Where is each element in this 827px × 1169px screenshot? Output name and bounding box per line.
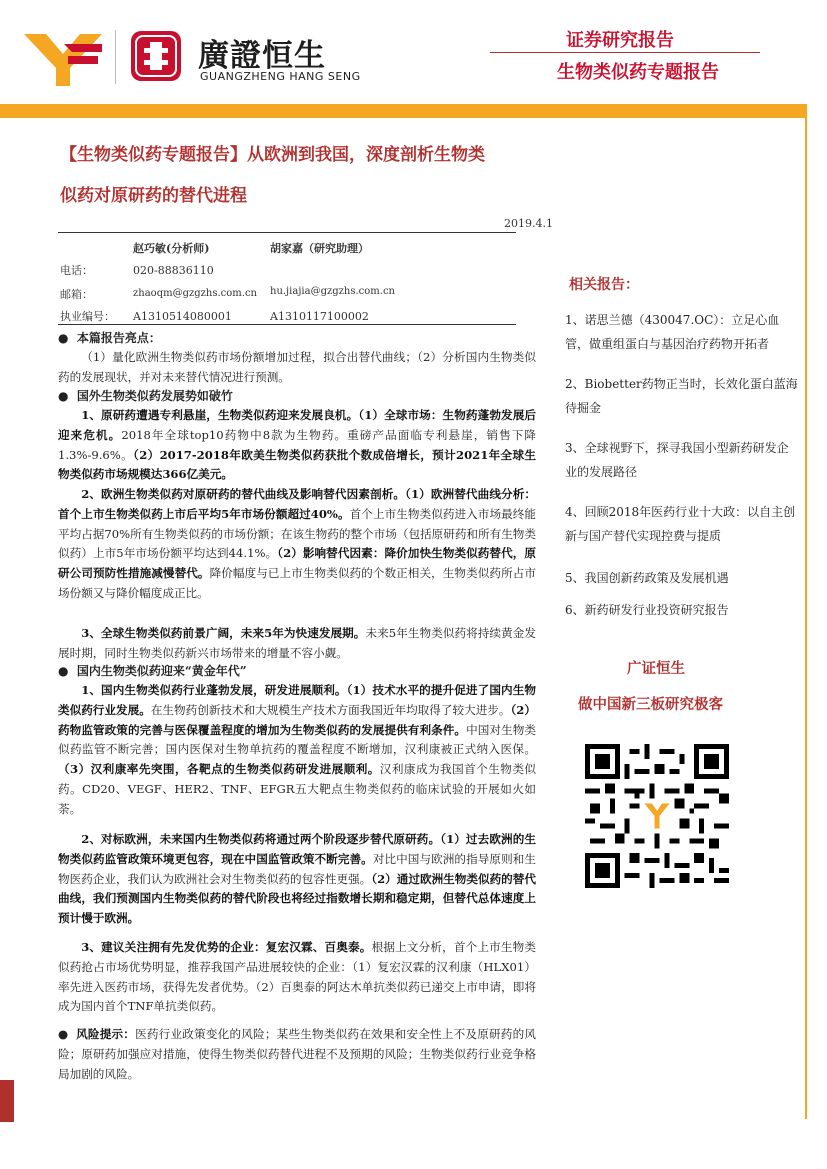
related-report-6[interactable]: 6、新药研发行业投资研究报告	[565, 603, 729, 617]
section-foreign: ● 国外生物类似药发展势如破竹	[58, 389, 233, 403]
qr-code-icon[interactable]	[585, 744, 729, 888]
para-foreign-3: 3、全球生物类似药前景广阔，未来5年为快速发展期。未来5年生物类似药将持续黄金发展时期，同时生物类似药新兴市场带来的增量不容小觑。	[58, 626, 536, 660]
para-domestic-2: 2、对标欧洲，未来国内生物类似药将通过两个阶段逐步替代原研药。（1）过去欧洲的生物类似药监管政策环境更包容，现在中国监管政策不断完善。对比中国与欧洲的指导原则和生物医药企业，我们认为欧洲社会对生物类似药的包容性更强。（2）通过欧洲生物类似药的替代曲线，我们预测国内生物类似药的替代阶段也将经过指数增长期和稳定期，但替代总体速度上预计慢于欧洲。	[58, 832, 536, 926]
brand-name-en: GUANGZHENG HANG SENG	[200, 70, 361, 83]
related-report-1[interactable]: 1、诺思兰德（430047.OC）：立足心血管，做重组蛋白与基因治疗药物开拓者	[565, 313, 780, 351]
footer-left-band	[0, 1080, 14, 1122]
email-label: 邮箱：	[60, 288, 93, 301]
related-report-5[interactable]: 5、我国创新药政策及发展机遇	[565, 571, 729, 585]
para-domestic-3: 3、建议关注拥有先发优势的企业：复宏汉霖、百奥泰。根据上文分析，首个上市生物类似药抢占市场优势明显，推荐我国产品进展较快的企业：（1）复宏汉霖的汉利康（HLX01）率先进入医药市场，获得先发者优势。（2）百奥泰的阿达木单抗类似药已递交上市申请，即将成为国内首个TNF单抗类似药。	[58, 940, 536, 1014]
related-report-2[interactable]: 2、Biobetter药物正当时，长效化蛋白蓝海待掘金	[565, 377, 798, 415]
motto-line2: 做中国新三板研究极客	[578, 696, 723, 713]
para-foreign-2: 2、欧洲生物类似药对原研药的替代曲线及影响替代因素剖析。（1）欧洲替代曲线分析：首个上市生物类似药上市后平均5年市场份额超过40%。首个上市生物类似药进入市场最终能平均占据70%所有生物类似药的市场份额；在该生物药的整个市场（包括原研药和所有生物类似药）上市5年市场份额平均达到44.1%。（2）影响替代因素：降价加快生物类似药替代，原研公司预防性措施减慢替代。降价幅度与已上市生物类似药的个数正相关，生物类似药所占市场份额又与降价幅度成正比。	[58, 487, 536, 600]
report-subtype: 生物类似药专题报告	[557, 62, 719, 83]
license-label: 执业编号：	[60, 310, 115, 323]
bullet-icon: ●	[58, 331, 69, 345]
para-highlights: （1）量化欧洲生物类似药市场份额增加过程，拟合出替代曲线；（2）分析国内生物类似药的发展现状，并对未来替代情况进行预测。	[58, 350, 536, 384]
license-1: A1310514080001	[133, 310, 232, 323]
right-edge-band	[805, 104, 807, 1119]
top-color-band	[0, 104, 805, 118]
header-rule	[490, 52, 760, 53]
logo-divider	[115, 30, 116, 84]
report-type: 证券研究报告	[566, 30, 674, 51]
email-2: hu.jiajia@gzgzhs.com.cn	[270, 286, 395, 297]
phone-value: 020-88836110	[133, 264, 214, 277]
bullet-icon: ●	[58, 389, 69, 403]
report-title-line1: 【生物类似药专题报告】从欧洲到我国，深度剖析生物类	[60, 145, 485, 165]
report-title-line2: 似药对原研药的替代进程	[60, 186, 247, 206]
related-reports-title: 相关报告：	[569, 277, 639, 293]
divider-bottom	[58, 324, 516, 325]
bullet-icon: ●	[58, 1027, 69, 1041]
section-domestic: ● 国内生物类似药迎来“黄金年代”	[58, 664, 247, 678]
section-highlights: ● 本篇报告亮点：	[58, 331, 161, 345]
para-risk: ● 风险提示：医药行业政策变化的风险；某些生物类似药在效果和安全性上不及原研药的风险；原研药加强应对措施，使得生物类似药替代进程不及预期的风险；生物类似药行业竞争格局加剧的风险。	[58, 1027, 536, 1081]
report-date: 2019.4.1	[504, 217, 553, 230]
phone-label: 电话：	[60, 264, 93, 277]
bullet-icon: ●	[58, 664, 69, 678]
analyst-name-1: 赵巧敏(分析师)	[133, 242, 210, 255]
license-2: A1310117100002	[270, 310, 369, 323]
logo-y-mark	[24, 34, 102, 86]
brand-name-cn: 廣證恒生	[198, 38, 326, 74]
email-1: zhaoqm@gzgzhs.com.cn	[133, 288, 257, 299]
motto-line1: 广证恒生	[627, 660, 685, 677]
analyst-name-2: 胡家嘉（研究助理）	[270, 242, 369, 255]
para-domestic-1: 1、国内生物类似药行业蓬勃发展，研发进展顺利。（1）技术水平的提升促进了国内生物类似药行业发展。在生物药创新技术和大规模生产技术方面我国近年均取得了较大进步。（2）药物监管政策的完善与医保覆盖程度的增加为生物类似药的发展提供有利条件。中国对生物类似药监管不断完善；国内医保对生物单抗药的覆盖程度不断增加，汉利康被正式纳入医保。（3）汉利康率先突围，各靶点的生物类似药研发进展顺利。汉利康成为我国首个生物类似药。CD20、VEGF、HER2、TNF、EFGR五大靶点生物类似药的临床试验的开展如火如荼。	[58, 683, 536, 816]
divider-top	[58, 232, 516, 233]
seal-icon	[130, 30, 182, 82]
related-report-4[interactable]: 4、回顾2018年医药行业十大政：以自主创新与国产替代实现控费与提质	[565, 505, 796, 543]
para-foreign-1: 1、原研药遭遇专利悬崖，生物类似药迎来发展良机。（1）全球市场：生物药蓬勃发展后迎来危机。2018年全球top10药物中8款为生物药。重磅产品面临专利悬崖，销售下降1.3%-9.6%。（2）2017-2018年欧美生物类似药获批个数成倍增长，预计2021年全球生物类似药市场规模达366亿美元。	[58, 408, 537, 482]
related-report-3[interactable]: 3、全球视野下，探寻我国小型新药研发企业的发展路径	[565, 441, 789, 479]
